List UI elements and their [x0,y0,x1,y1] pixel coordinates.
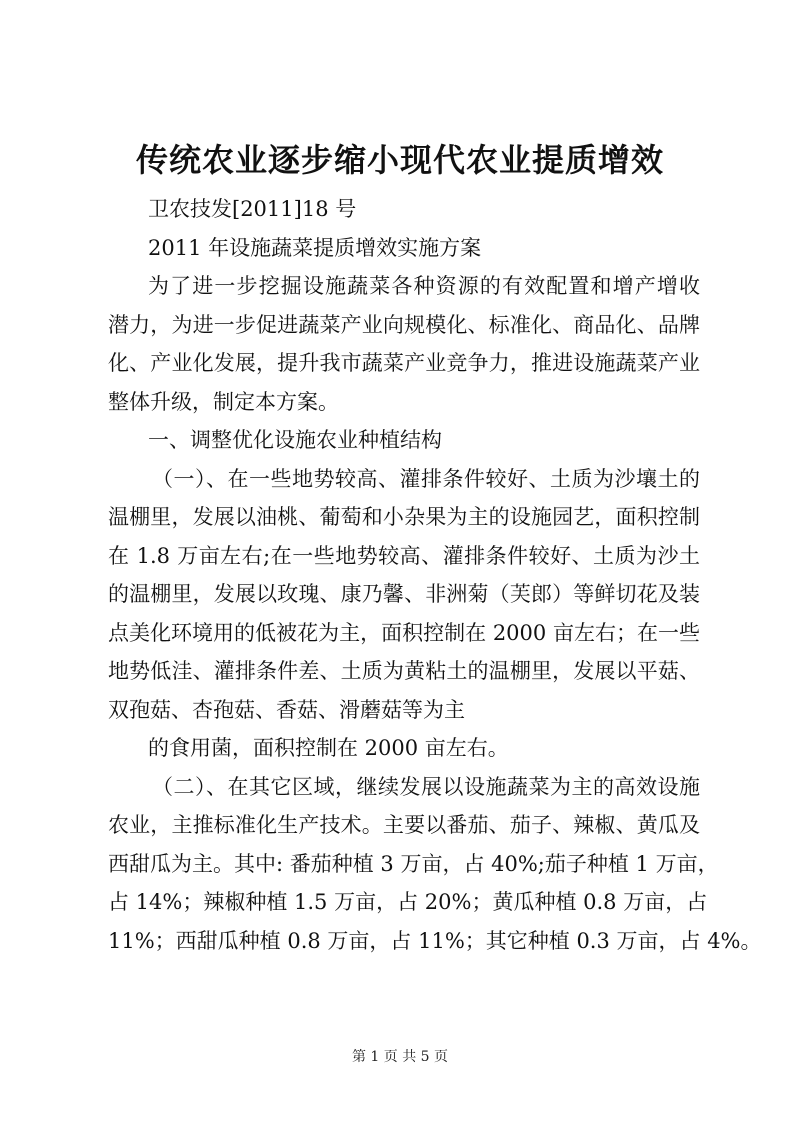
paragraph-line: 11%；西甜瓜种植 0.8 万亩，占 11%；其它种植 0.3 万亩，占 4%。 [108,928,762,953]
paragraph-line: 温棚里，发展以油桃、葡萄和小杂果为主的设施园艺，面积控制 [108,505,700,529]
page-footer: 第 1 页 共 5 页 [351,1049,449,1065]
paragraph-line: 点美化环境用的低被花为主，面积控制在 2000 亩左右；在一些 [108,620,700,645]
paragraph-line: 的温棚里，发展以玫瑰、康乃馨、非洲菊（芙郎）等鲜切花及装 [108,582,700,606]
paragraph-line: 化、产业化发展，提升我市蔬菜产业竞争力，推进设施蔬菜产业 [108,351,700,375]
paragraph-line: 为了进一步挖掘设施蔬菜各种资源的有效配置和增产增收 [148,274,700,298]
paragraph-line: 潜力，为进一步促进蔬菜产业向规模化、标准化、商品化、品牌 [108,312,700,337]
plan-title: 2011 年设施蔬菜提质增效实施方案 [148,235,482,260]
paragraph-line: 占 14%；辣椒种植 1.5 万亩，占 20%；黄瓜种植 0.8 万亩，占 [108,890,708,914]
section-heading: 一、调整优化设施农业种植结构 [148,428,442,452]
paragraph-line: 整体升级，制定本方案。 [108,389,339,414]
paragraph-line: （一）、在一些地势较高、灌排条件较好、土质为沙壤土的 [152,466,700,491]
paragraph-line: 的食用菌，面积控制在 2000 亩左右。 [148,736,509,760]
document-body [108,190,762,960]
paragraph-line: 地势低洼、灌排条件差、土质为黄粘土的温棚里，发展以平菇、 [108,659,700,683]
paragraph-line: 西甜瓜为主。其中: 番茄种植 3 万亩，占 40%;茄子种植 1 万亩， [108,851,719,876]
paragraph-line: 在 1.8 万亩左右;在一些地势较高、灌排条件较好、土质为沙土 [108,543,700,568]
document-title: 传统农业逐步缩小现代农业提质增效 [135,141,664,179]
document-number: 卫农技发[2011]18 号 [148,197,357,221]
paragraph-line: 双孢菇、杏孢菇、香菇、滑蘑菇等为主 [108,697,465,722]
paragraph-line: 农业，主推标准化生产技术。主要以番茄、茄子、辣椒、黄瓜及 [108,813,700,837]
paragraph-line: （二）、在其它区域，继续发展以设施蔬菜为主的高效设施 [152,774,700,799]
